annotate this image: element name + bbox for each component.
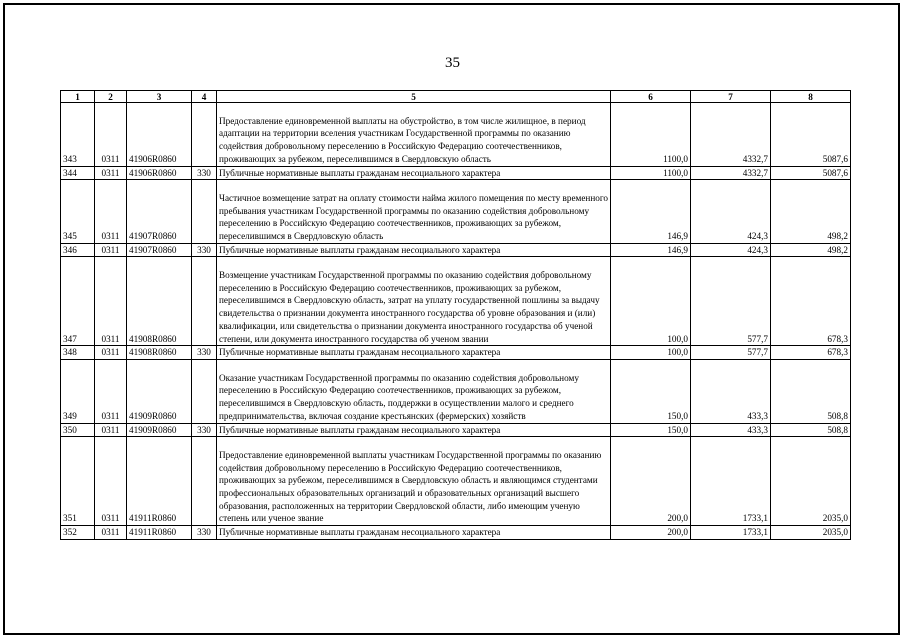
amount-col7-cell: 1733,1	[691, 437, 771, 526]
col-header-2: 2	[95, 91, 127, 103]
section-code-cell: 0311	[95, 243, 127, 257]
amount-col7-cell: 424,3	[691, 180, 771, 244]
amount-col8-cell: 5087,6	[771, 103, 851, 167]
row-number-cell: 343	[61, 103, 95, 167]
amount-col6-cell: 1100,0	[611, 103, 691, 167]
target-code-cell: 41909R0860	[127, 360, 192, 424]
amount-col7-cell: 577,7	[691, 346, 771, 360]
table-row	[61, 180, 851, 244]
amount-col6-cell: 100,0	[611, 346, 691, 360]
description-cell: Предоставление единовременной выплаты на обустройство, в том числе жилищное, в период адаптации на территории вселения участникам Государственной программы по оказанию содействия добровольному переселению в Российскую Федерацию соотечественников, проживающих за рубежом, переселившимся в Свердловскую область	[217, 103, 611, 167]
table-row	[61, 346, 851, 360]
table-row	[61, 166, 851, 180]
row-number-cell: 344	[61, 166, 95, 180]
row-number-cell: 348	[61, 346, 95, 360]
table-row	[61, 437, 851, 526]
table-row	[61, 243, 851, 257]
description-cell: Публичные нормативные выплаты гражданам несоциального характера	[217, 243, 611, 257]
amount-col7-cell: 433,3	[691, 360, 771, 424]
expense-type-cell	[192, 180, 217, 244]
amount-col8-cell: 498,2	[771, 180, 851, 244]
expense-type-cell: 330	[192, 526, 217, 540]
expense-type-cell	[192, 437, 217, 526]
amount-col6-cell: 150,0	[611, 360, 691, 424]
row-number-cell: 351	[61, 437, 95, 526]
amount-col6-cell: 200,0	[611, 437, 691, 526]
description-cell: Частичное возмещение затрат на оплату стоимости найма жилого помещения по месту временного пребывания участникам Государственной программы по оказанию содействия добровольному переселению в Российскую Федерацию соотечественников, проживающих за рубежом, переселившимся в Свердловскую область	[217, 180, 611, 244]
amount-col7-cell: 4332,7	[691, 103, 771, 167]
col-header-3: 3	[127, 91, 192, 103]
target-code-cell: 41908R0860	[127, 257, 192, 346]
budget-table	[60, 90, 851, 540]
col-header-4: 4	[192, 91, 217, 103]
target-code-cell: 41906R0860	[127, 103, 192, 167]
section-code-cell: 0311	[95, 103, 127, 167]
header-row	[61, 91, 851, 103]
table-body	[61, 103, 851, 540]
description-cell: Публичные нормативные выплаты гражданам несоциального характера	[217, 423, 611, 437]
amount-col7-cell: 577,7	[691, 257, 771, 346]
amount-col8-cell: 508,8	[771, 360, 851, 424]
expense-type-cell: 330	[192, 346, 217, 360]
expense-type-cell	[192, 257, 217, 346]
section-code-cell: 0311	[95, 346, 127, 360]
amount-col8-cell: 498,2	[771, 243, 851, 257]
col-header-7: 7	[691, 91, 771, 103]
target-code-cell: 41911R0860	[127, 526, 192, 540]
table-row	[61, 526, 851, 540]
description-cell: Публичные нормативные выплаты гражданам несоциального характера	[217, 526, 611, 540]
row-number-cell: 349	[61, 360, 95, 424]
amount-col8-cell: 508,8	[771, 423, 851, 437]
expense-type-cell: 330	[192, 423, 217, 437]
col-header-6: 6	[611, 91, 691, 103]
amount-col8-cell: 678,3	[771, 346, 851, 360]
section-code-cell: 0311	[95, 166, 127, 180]
target-code-cell: 41908R0860	[127, 346, 192, 360]
row-number-cell: 346	[61, 243, 95, 257]
description-cell: Публичные нормативные выплаты гражданам несоциального характера	[217, 346, 611, 360]
amount-col7-cell: 433,3	[691, 423, 771, 437]
amount-col6-cell: 146,9	[611, 180, 691, 244]
amount-col6-cell: 1100,0	[611, 166, 691, 180]
amount-col6-cell: 146,9	[611, 243, 691, 257]
table-row	[61, 360, 851, 424]
section-code-cell: 0311	[95, 423, 127, 437]
col-header-5: 5	[217, 91, 611, 103]
amount-col8-cell: 678,3	[771, 257, 851, 346]
section-code-cell: 0311	[95, 180, 127, 244]
target-code-cell: 41909R0860	[127, 423, 192, 437]
target-code-cell: 41911R0860	[127, 437, 192, 526]
col-header-8: 8	[771, 91, 851, 103]
section-code-cell: 0311	[95, 526, 127, 540]
description-cell: Предоставление единовременной выплаты участникам Государственной программы по оказанию содействия добровольному переселению в Российскую Федерацию соотечественников, проживающих за рубежом, переселившимся в Свердловскую область и являющимся студентами профессиональных образовательных организаций и образовательных организаций высшего образования, расположенных на территории Свердловской области, либо имеющим ученую степень или ученое звание	[217, 437, 611, 526]
amount-col8-cell: 2035,0	[771, 526, 851, 540]
table-row	[61, 103, 851, 167]
target-code-cell: 41907R0860	[127, 180, 192, 244]
amount-col6-cell: 150,0	[611, 423, 691, 437]
row-number-cell: 345	[61, 180, 95, 244]
table-row	[61, 257, 851, 346]
expense-type-cell: 330	[192, 166, 217, 180]
row-number-cell: 347	[61, 257, 95, 346]
amount-col7-cell: 1733,1	[691, 526, 771, 540]
expense-type-cell	[192, 103, 217, 167]
amount-col8-cell: 2035,0	[771, 437, 851, 526]
description-cell: Публичные нормативные выплаты гражданам несоциального характера	[217, 166, 611, 180]
table-row	[61, 423, 851, 437]
amount-col6-cell: 100,0	[611, 257, 691, 346]
amount-col8-cell: 5087,6	[771, 166, 851, 180]
col-header-1: 1	[61, 91, 95, 103]
row-number-cell: 350	[61, 423, 95, 437]
amount-col6-cell: 200,0	[611, 526, 691, 540]
page-number: 35	[445, 55, 460, 71]
target-code-cell: 41907R0860	[127, 243, 192, 257]
amount-col7-cell: 424,3	[691, 243, 771, 257]
expense-type-cell	[192, 360, 217, 424]
target-code-cell: 41906R0860	[127, 166, 192, 180]
description-cell: Оказание участникам Государственной программы по оказанию содействия добровольному переселению в Российскую Федерацию соотечественников, проживающих за рубежом, переселившимся в Свердловскую область, поддержки в осуществлении малого и среднего предпринимательства, включая создание крестьянских (фермерских) хозяйств	[217, 360, 611, 424]
description-cell: Возмещение участникам Государственной программы по оказанию содействия добровольному переселению в Российскую Федерацию соотечественников, проживающих за рубежом, переселившимся в Свердловскую область, затрат на уплату государственной пошлины за выдачу свидетельства о признании документа иностранного государства об уровне образования и (или) квалификации, или свидетельства о признании документа иностранного государства об ученой степени, или документа иностранного государства об ученом звании	[217, 257, 611, 346]
amount-col7-cell: 4332,7	[691, 166, 771, 180]
expense-type-cell: 330	[192, 243, 217, 257]
row-number-cell: 352	[61, 526, 95, 540]
section-code-cell: 0311	[95, 360, 127, 424]
section-code-cell: 0311	[95, 257, 127, 346]
section-code-cell: 0311	[95, 437, 127, 526]
